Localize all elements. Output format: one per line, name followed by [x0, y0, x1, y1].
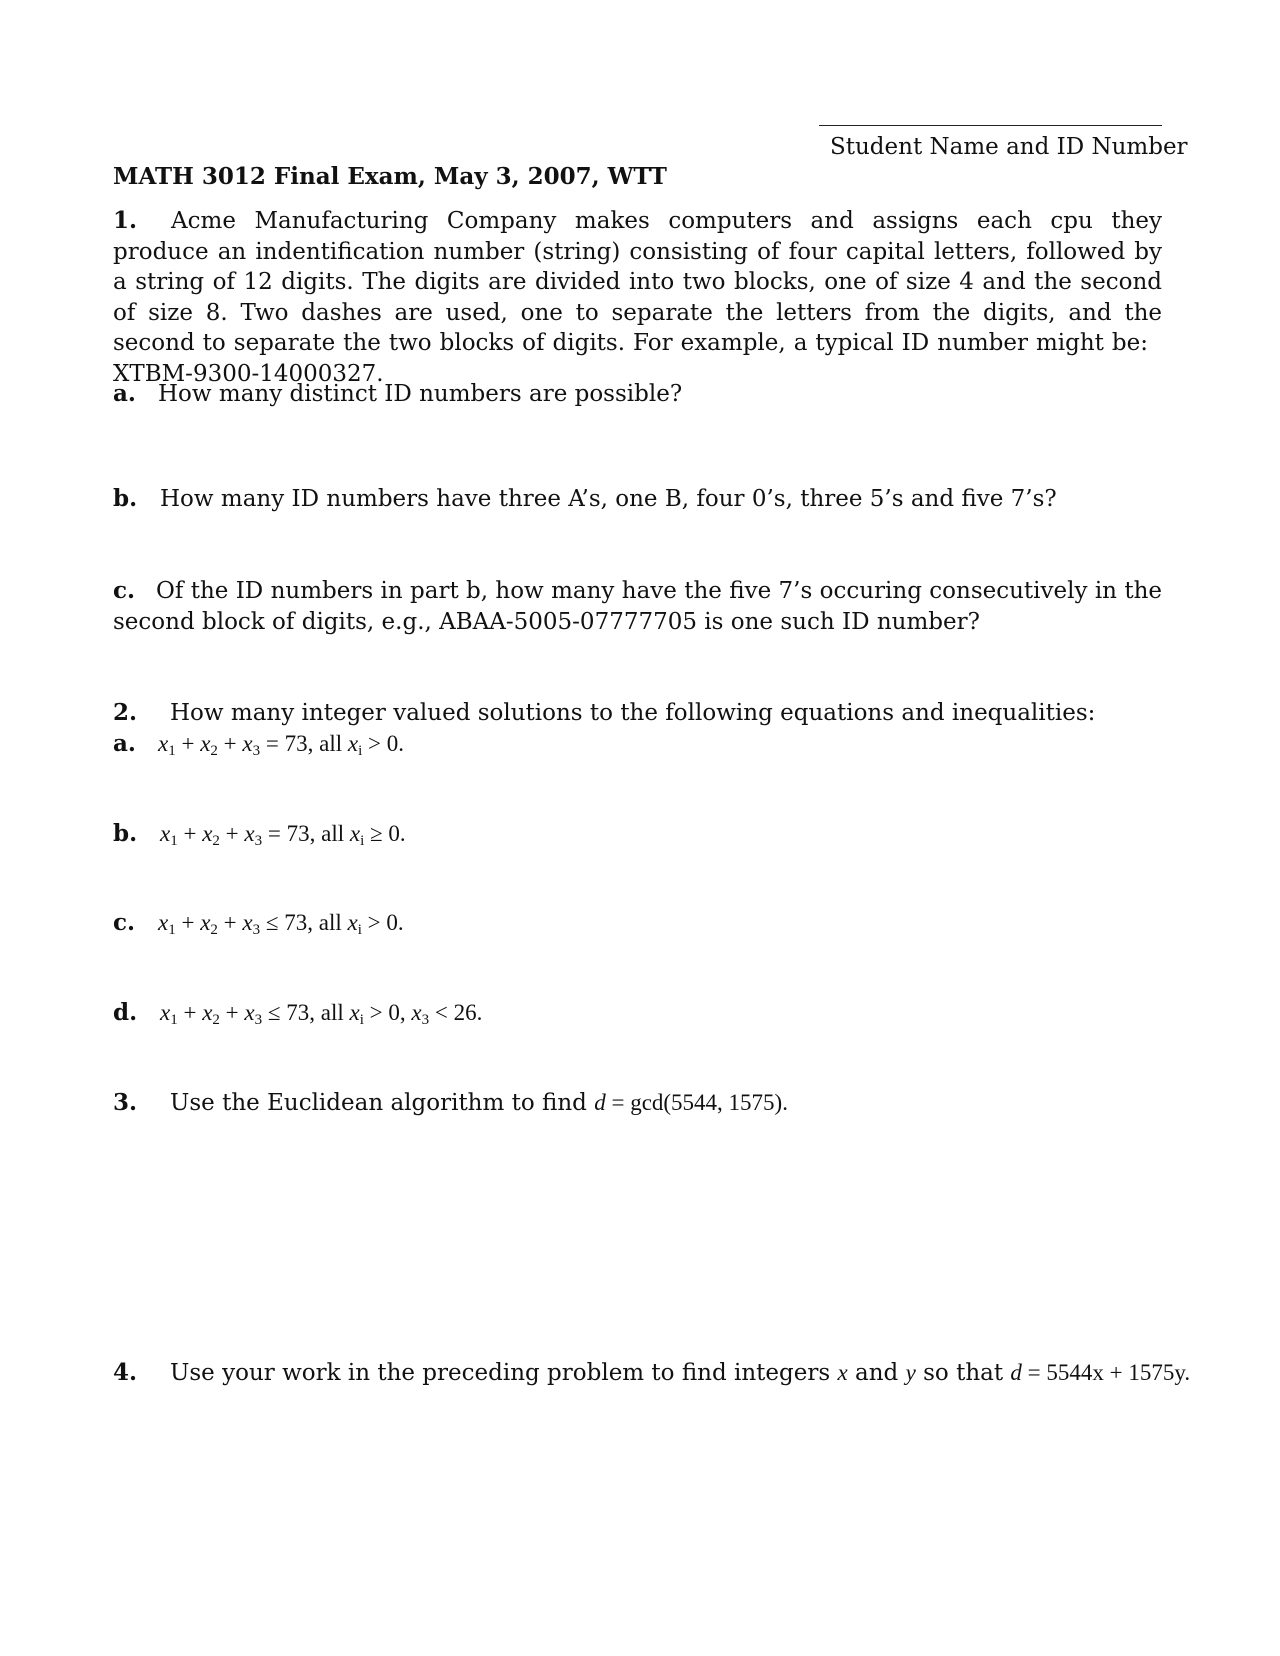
question-1: [113, 206, 1162, 389]
question-2c-op: ≤: [265, 910, 279, 935]
question-4-text: Use your work in the preceding problem to find integers: [170, 1360, 831, 1386]
question-4-number: 4.: [113, 1359, 138, 1386]
question-2a-cond: > 0.: [368, 731, 404, 756]
question-2c: [113, 909, 404, 936]
question-1-text: Acme Manufacturing Company makes computers and assigns each cpu they produce an indentification number (string) consisting of four capital letters, followed by a string of 12 digits. The digits are divided into two blocks, one of size 4 and the second of size 8. Two dashes are used, one to separate the letters from the digits, and the second to separate the two blocks of digits. For example, a typical ID number might be:: [113, 208, 1162, 356]
question-4-and: and: [855, 1360, 899, 1386]
question-3-formula-rhs: = gcd(5544, 1575).: [611, 1090, 788, 1115]
question-2-text: How many integer valued solutions to the following equations and inequalities:: [170, 700, 1096, 726]
question-1b-label: b.: [113, 485, 138, 512]
question-2a-equation: $x_1 + x_2 + x_3 = 73$, all $x_i > 0$.: [158, 731, 404, 759]
question-2: [113, 699, 1095, 726]
question-2c-cond: > 0.: [367, 910, 404, 935]
question-2b-label: b.: [113, 820, 138, 847]
question-4-var-y: y: [905, 1360, 916, 1385]
exam-title: MATH 3012 Final Exam, May 3, 2007, WTT: [113, 163, 667, 190]
question-2d-rhs: 73, all: [286, 1000, 344, 1025]
question-2b: [113, 820, 406, 847]
question-1c-text: Of the ID numbers in part b, how many have the five 7’s occuring consecutively in the second block of digits, e.g., ABAA-5005-07777705 is one such ID number?: [113, 578, 1162, 635]
question-1a-text: How many distinct ID numbers are possible?: [158, 381, 683, 407]
question-2d-extra: < 26.: [434, 1000, 483, 1025]
question-1b: [113, 485, 1057, 512]
question-2b-op: =: [267, 821, 281, 846]
question-1c: [113, 576, 1162, 637]
question-2d-label: d.: [113, 999, 138, 1026]
question-1-number: 1.: [113, 207, 138, 234]
question-3-text: Use the Euclidean algorithm to find: [170, 1090, 587, 1116]
signature-label: Student Name and ID Number: [830, 134, 1188, 160]
question-2b-equation: $x_1 + x_2 + x_3 = 73$, all $x_i \ge 0$.: [160, 821, 406, 849]
question-3-number: 3.: [113, 1089, 138, 1116]
question-2a-rhs: 73, all: [284, 731, 343, 756]
question-2d-cond: > 0,: [369, 1000, 406, 1025]
question-1a: [113, 380, 682, 407]
question-1-example-id: XTBM-9300-14000327.: [113, 360, 384, 387]
question-2d: [113, 999, 482, 1026]
question-4-so-that: so that: [923, 1360, 1004, 1386]
question-4-formula: d = 5544x + 1575y.: [1010, 1360, 1191, 1385]
question-1b-text: How many ID numbers have three A’s, one B, four 0’s, three 5’s and five 7’s?: [160, 486, 1057, 512]
question-2d-equation: $x_1 + x_2 + x_3 \le 73$, all $x_i > 0$, $x_3 < 26$.: [160, 1000, 483, 1028]
question-3: [113, 1089, 788, 1116]
question-2-number: 2.: [113, 699, 138, 726]
question-2c-label: c.: [113, 909, 136, 936]
question-2a-label: a.: [113, 730, 136, 757]
signature-line: [819, 125, 1162, 126]
question-2b-cond: ≥ 0.: [370, 821, 406, 846]
question-1c-label: c.: [113, 577, 136, 604]
question-2c-rhs: 73, all: [284, 910, 342, 935]
question-2a-op: =: [265, 731, 279, 756]
question-3-formula: d = gcd(5544, 1575).: [594, 1090, 788, 1115]
question-2d-op: ≤: [267, 1000, 281, 1025]
question-1a-label: a.: [113, 380, 136, 407]
question-4-formula-rhs: = 5544x + 1575y.: [1027, 1360, 1191, 1385]
question-2c-equation: $x_1 + x_2 + x_3 \le 73$, all $x_i > 0$.: [158, 910, 404, 938]
question-4: [113, 1359, 1190, 1386]
question-2b-rhs: 73, all: [286, 821, 345, 846]
question-4-var-x: x: [837, 1360, 848, 1385]
question-2a: [113, 730, 404, 757]
